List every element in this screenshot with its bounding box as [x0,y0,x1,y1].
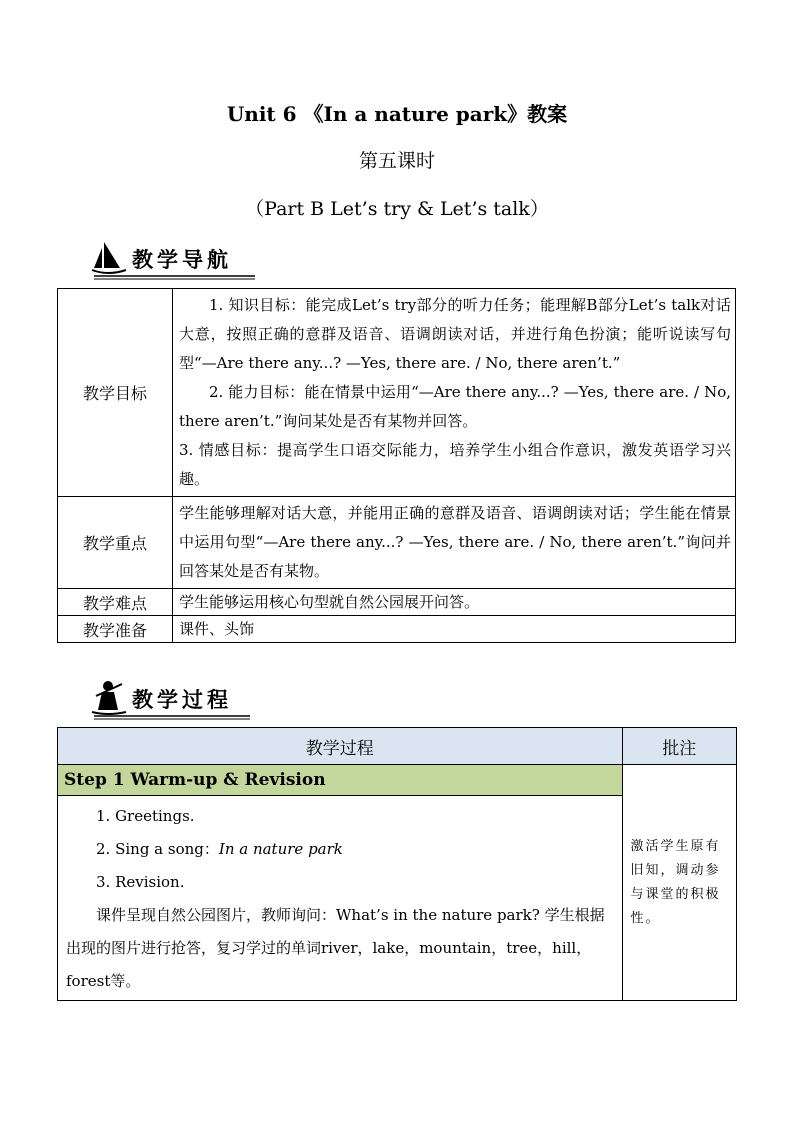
step-item-revision: 3. Revision. [96,873,185,891]
row-label: 教学目标 [58,289,173,497]
column-header-process: 教学过程 [58,728,623,765]
banner-label: 教学过程 [132,688,232,712]
step-item-song [66,833,614,866]
row-label: 教学准备 [58,616,173,643]
song-prefix: 2. Sing a song： [96,840,219,858]
document-title: Unit 6 《In a nature park》教案 [226,102,568,126]
table-row [58,616,736,643]
table-row [58,589,736,616]
table-row [58,289,736,497]
table-row [58,497,736,589]
row-content [173,289,736,497]
teaching-navigation-banner [90,238,260,282]
goal-ability: 2. 能力目标：能在情景中运用“—Are there any...? —Yes, there are. / No, there aren’t.”询问某处是否有某物并回答。 [179,383,731,430]
table-header-row [58,728,737,765]
annotation-note: 激活学生原有旧知，调动参与课堂的积极性。 [622,765,736,1001]
revision-paragraph: 课件呈现自然公园图片，教师询问：What’s in the nature park? 学生根据出现的图片进行抢答，复习学过的单词river，lake，mountain，tree，hill，forest等。 [66,906,605,990]
lesson-part: （Part B Let’s try & Let’s talk） [245,198,549,220]
step-item-greetings: 1. Greetings. [96,807,195,825]
step-content [58,796,623,1001]
goal-emotion: 3. 情感目标：提高学生口语交际能力，培养学生小组合作意识，激发英语学习兴趣。 [179,441,731,488]
banner-label: 教学导航 [132,248,232,272]
row-label: 教学重点 [58,497,173,589]
lesson-number: 第五课时 [358,150,435,172]
row-content: 学生能够理解对话大意，并能用正确的意群及语音、语调朗读对话；学生能在情景中运用句型“—Are there any...? —Yes, there are. / No, there aren’t.”询问并回答某处是否有某物。 [173,497,736,589]
step-title: Step 1 Warm-up & Revision [58,765,623,796]
goal-knowledge: 1. 知识目标：能完成Let’s try部分的听力任务；能理解B部分Let’s talk对话大意，按照正确的意群及语音、语调朗读对话，并进行角色扮演；能听说读写句型“—Are there any...? —Yes, there are. / No, there aren’t.” [179,296,731,372]
table-row [58,765,737,796]
teaching-process-table [57,727,737,1001]
column-header-notes: 批注 [622,728,736,765]
teaching-process-banner [90,678,260,722]
teaching-goals-table [57,288,736,643]
row-content: 课件、头饰 [173,616,736,643]
row-content: 学生能够运用核心句型就自然公园展开问答。 [173,589,736,616]
song-title: In a nature park [218,840,343,858]
row-label: 教学难点 [58,589,173,616]
